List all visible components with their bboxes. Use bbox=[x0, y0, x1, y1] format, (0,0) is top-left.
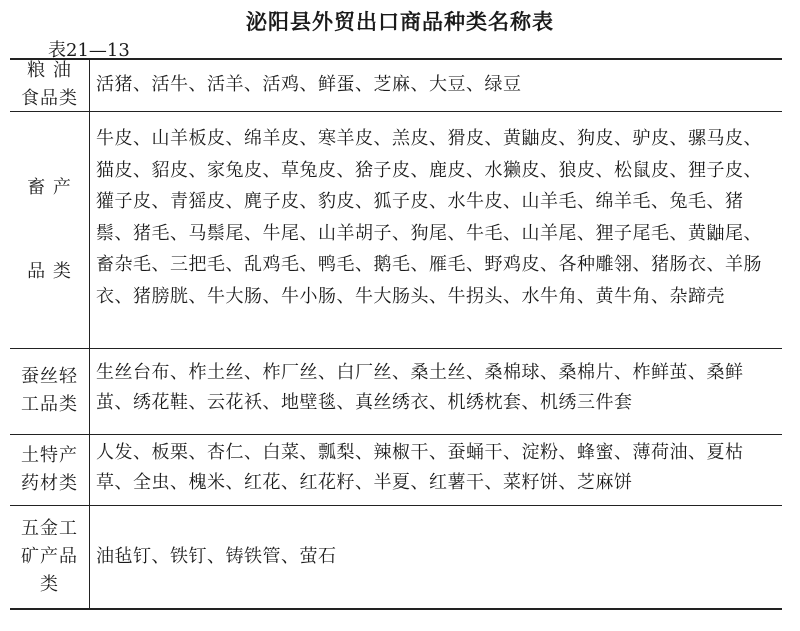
category-label-line: 矿产品 bbox=[21, 545, 78, 567]
category-label-line: 五金工 bbox=[21, 517, 78, 539]
category-label-line: 食品类 bbox=[21, 87, 78, 109]
items-cell: 油毡钉、铁钉、铸铁管、萤石 bbox=[96, 546, 337, 567]
items-cell: 生丝台布、柞土丝、柞厂丝、白厂丝、桑土丝、桑棉球、桑棉片、柞鲜茧、桑鲜茧、绣花鞋、云花袄、地壁毯、真丝绣衣、机绣枕套、机绣三件套 bbox=[96, 362, 744, 413]
category-cell bbox=[10, 58, 89, 111]
table-row bbox=[10, 434, 782, 505]
category-label-line: 土特产 bbox=[21, 444, 78, 466]
category-label-line: 畜 产 bbox=[27, 176, 72, 198]
category-cell bbox=[10, 505, 89, 608]
category-label-line: 药材类 bbox=[21, 472, 78, 494]
table-bottom-rule bbox=[10, 608, 782, 610]
table-row bbox=[10, 111, 782, 348]
category-cell bbox=[10, 348, 89, 434]
table-row bbox=[10, 505, 782, 608]
table-number: 表21—13 bbox=[48, 40, 130, 61]
items-cell: 活猪、活牛、活羊、活鸡、鲜蛋、芝麻、大豆、绿豆 bbox=[96, 74, 522, 95]
category-cell bbox=[10, 434, 89, 505]
category-label-line: 工品类 bbox=[21, 394, 78, 415]
category-label-line: 蚕丝轻 bbox=[21, 366, 78, 387]
items-cell: 牛皮、山羊板皮、绵羊皮、寒羊皮、羔皮、猾皮、黄鼬皮、狗皮、驴皮、骡马皮、猫皮、貂皮、家兔皮、草兔皮、猞子皮、鹿皮、水獭皮、狼皮、松鼠皮、狸子皮、獾子皮、青猺皮、麂子皮、豹皮、狐子皮、水牛皮、山羊毛、绵羊毛、兔毛、猪鬃、猪毛、马鬃尾、牛尾、山羊胡子、狗尾、牛毛、山羊尾、狸子尾毛、黄鼬尾、畜杂毛、三把毛、乱鸡毛、鸭毛、鹅毛、雁毛、野鸡皮、各种雕翎、猪肠衣、羊肠衣、猪膀胱、牛大肠、牛小肠、牛大肠头、牛拐头、水牛角、黄牛角、杂蹄壳 bbox=[96, 128, 762, 307]
commodity-table bbox=[10, 58, 782, 608]
category-label-line: 粮 油 bbox=[27, 59, 72, 81]
category-label-line: 类 bbox=[40, 573, 59, 595]
category-cell bbox=[10, 111, 89, 348]
category-label-line: 品 类 bbox=[27, 260, 72, 282]
items-cell: 人发、板栗、杏仁、白菜、瓢梨、辣椒干、蚕蛹干、淀粉、蜂蜜、薄荷油、夏枯草、全虫、槐米、红花、红花籽、半夏、红薯干、菜籽饼、芝麻饼 bbox=[96, 442, 744, 493]
table-row bbox=[10, 348, 782, 434]
page-title: 泌阳县外贸出口商品种类名称表 bbox=[246, 10, 554, 34]
table-row bbox=[10, 58, 782, 111]
